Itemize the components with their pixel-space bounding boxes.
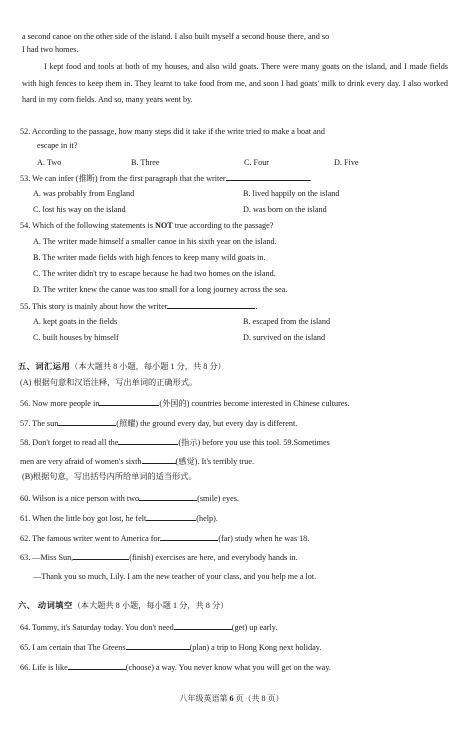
answer-blank[interactable] xyxy=(126,642,190,650)
answer-blank[interactable] xyxy=(99,398,159,406)
part-a-instruction: (A) 根据句意和汉语注释，写出单词的正确形式。 xyxy=(20,378,198,387)
answer-blank[interactable] xyxy=(118,437,178,445)
question-59: men are very afraid of women's sixth (感觉). It's terribly true. xyxy=(20,457,255,466)
question-66: 66. Life is like (choose) a way. You never know what you will get on the way. xyxy=(20,663,331,672)
option-b[interactable]: B. escaped from the island xyxy=(243,317,331,326)
page-footer: 八年级英语第 6 页（共 8 页） xyxy=(179,694,284,703)
answer-blank[interactable] xyxy=(58,418,116,426)
option-b[interactable]: B. Three xyxy=(131,158,160,167)
question-52-cont: escape in it? xyxy=(37,141,78,150)
page-number: 6 xyxy=(229,694,234,703)
section-5-heading: 五、词汇运用（本大题共 8 小题，每小题 1 分，共 8 分） xyxy=(18,362,226,371)
answer-blank[interactable] xyxy=(146,513,196,521)
answer-blank[interactable] xyxy=(174,622,232,630)
answer-blank[interactable] xyxy=(142,456,176,464)
question-53: 53. We can infer (推断) from the first paragraph that the writer . xyxy=(20,174,312,183)
question-64: 64. Tommy, it's Saturday today. You don't need (get) up early. xyxy=(20,623,278,632)
question-58: 58. Don't forget to read all the (指示) before you use this tool. 59.Sometimes xyxy=(20,438,330,447)
question-65: 65. I am certain that The Greens (plan) a trip to Hong Kong next holiday. xyxy=(20,643,322,652)
section-6-heading: 六、 动词填空（本大题共 8 小题，每小题 1 分，共 8 分） xyxy=(18,601,229,610)
passage-paragraph: I kept food and tools at both of my houses, and also wild goats. There were many goats on the island, and I made fields with high fences to keep them in. They learnt to take food from me, and soon I had goats' milk to drink every day. I also worked hard in my corn fields. And so, many years went by. xyxy=(22,62,448,104)
answer-blank[interactable] xyxy=(73,552,129,560)
option-c[interactable]: C. Four xyxy=(244,158,270,167)
passage-line: a second canoe on the other side of the island. I also built myself a second house there, and so xyxy=(22,32,330,41)
option-c[interactable]: C. built houses by himself xyxy=(33,333,119,342)
question-54: 54. Which of the following statements is NOT true according to the passage? xyxy=(20,221,274,230)
option-c[interactable]: C. lost his way on the island xyxy=(33,205,126,214)
answer-blank[interactable] xyxy=(226,173,310,181)
part-b-instruction: (B)根据句意，写出括号内所给单词的适当形式。 xyxy=(22,472,197,481)
option-b[interactable]: B. lived happily on the island xyxy=(243,189,340,198)
option-a[interactable]: A. Two xyxy=(37,158,62,167)
answer-blank[interactable] xyxy=(139,493,197,501)
question-60: 60. Wilson is a nice person with two (smile) eyes. xyxy=(20,494,239,503)
answer-blank[interactable] xyxy=(160,533,218,541)
question-63-reply: —Thank you so much, Lily. I am the new teacher of your class, and you help me a lot. xyxy=(33,572,317,581)
option-d[interactable]: D. survived on the island xyxy=(243,333,326,342)
answer-blank[interactable] xyxy=(68,662,126,670)
passage-line: I had two homes. xyxy=(22,45,79,54)
question-57: 57. The sun (照耀) the ground every day, but every day is different. xyxy=(20,419,298,428)
question-63: 63. —Miss Sun, (finish) exercises are here, and everybody hands in. xyxy=(20,553,298,562)
question-52: 52. According to the passage, how many steps did it take if the write tried to make a boat and xyxy=(20,127,325,136)
option-d[interactable]: D. was born on the island xyxy=(243,205,327,214)
answer-blank[interactable] xyxy=(167,301,255,309)
option-d[interactable]: D. The writer knew the canoe was too small for a long journey across the sea. xyxy=(33,285,288,294)
question-62: 62. The famous writer went to America for (far) study when he was 18. xyxy=(20,534,310,543)
question-56: 56. Now more people in (外国的) countries become interested in Chinese cultures. xyxy=(20,399,350,408)
option-d[interactable]: D. Five xyxy=(334,158,359,167)
option-a[interactable]: A. was probably from England xyxy=(33,189,135,198)
question-55: 55. This story is mainly about how the writer . xyxy=(20,302,258,311)
option-b[interactable]: B. The writer made fields with high fences to keep many wild goats in. xyxy=(33,253,266,262)
option-a[interactable]: A. kept goats in the fields xyxy=(33,317,118,326)
option-a[interactable]: A. The writer made himself a smaller canoe in his sixth year on the island. xyxy=(33,237,277,246)
question-61: 61. When the little boy got lost, he felt (help). xyxy=(20,514,218,523)
option-c[interactable]: C. The writer didn't try to escape because he had two homes on the island. xyxy=(33,269,276,278)
